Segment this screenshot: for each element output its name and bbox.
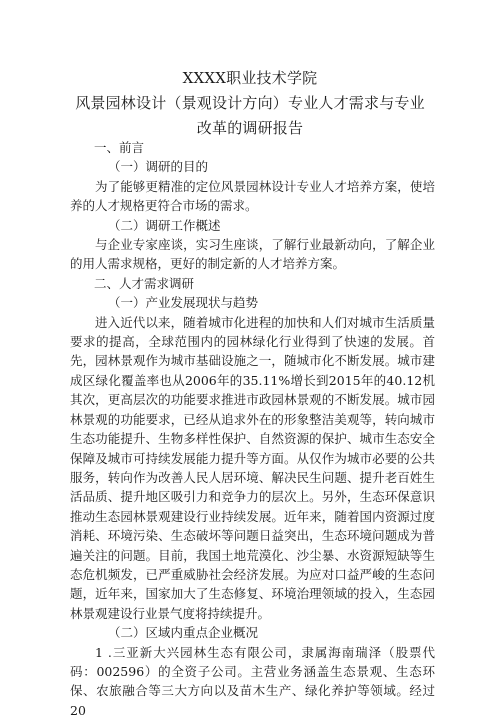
document-header — [0, 66, 500, 141]
paragraph-purpose: 为了能够更精准的定位风景园林设计专业人才培养方案，使培养的人才规格更符合市场的需求。 — [70, 178, 435, 214]
school-name: XXXX职业技术学院 — [182, 69, 318, 87]
subsection-heading-purpose: （一）调研的目的 — [108, 159, 209, 175]
section-heading-preface: 一、前言 — [94, 140, 145, 155]
document-body — [70, 138, 435, 720]
section-heading-talent-demand: 二、人才需求调研 — [94, 275, 195, 291]
paragraph-overview: 与企业专家座谈，实习生座谈，了解行业最新动向，了解企业的用人需求规格，更好的制定新的人才培养方案。 — [70, 237, 435, 272]
subsection-heading-industry-status: （一）产业发展现状与趋势 — [108, 295, 259, 311]
paragraph-industry-status: 进入近代以来，随着城市化进程的加快和人们对城市生活质量要求的提高，全球范围内的园林绿化行业得到了快速的发展。首先，园林景观作为城市基础设施之一，随城市化不断发展。城市建成区绿化覆盖率也从2006年的35.11%增长到2015年的40.12机其次，更高层次的功能要求推进市政园林景观的不断发展。城市园林景观的功能要求，已经从追求外在的形象整洁美观等，转向城市生态功能提升、生物多样性保护、自然资源的保护、城市生态安全保障及城市可持续发展能力提升等方面。从仅作为城市必要的公共服务，转向作为改善人民人居环境、解决民生问题、提升老百姓生活品质、提升地区吸引力和竞争力的层次上。另外，生态环保意识推动生态园林景观建设行业持续发展。近年来，随着国内资源过度消耗、环境污染、生态破坏等问题日益突出，生态环境问题成为普遍关注的问题。目前，我国土地荒漠化、沙尘暴、水资源短缺等生态危机频发，已严重威胁社会经济发展。为应对口益严峻的生态问题，近年来，国家加大了生态修复、环境治理领域的投入，生态园林景观建设行业景气度将持续提升。 — [70, 314, 435, 621]
report-title-line-1: 风景园林设计（景观设计方向）专业人才需求与专业 — [75, 94, 425, 112]
report-title-line-2: 改革的调研报告 — [196, 119, 304, 137]
paragraph-key-enterprises: 1 .三亚新大兴园林生态有限公司，隶属海南瑞泽（股票代码：002596）的全资子公司。主营业务涵盖生态景观、生态环保、农旅融合等三大方向以及苗木生产、绿化养护等领域。经过20 — [70, 644, 435, 718]
subsection-heading-key-enterprises: （二）区域内重点企业概况 — [108, 625, 259, 641]
subsection-heading-overview: （二）调研工作概述 — [108, 217, 221, 233]
